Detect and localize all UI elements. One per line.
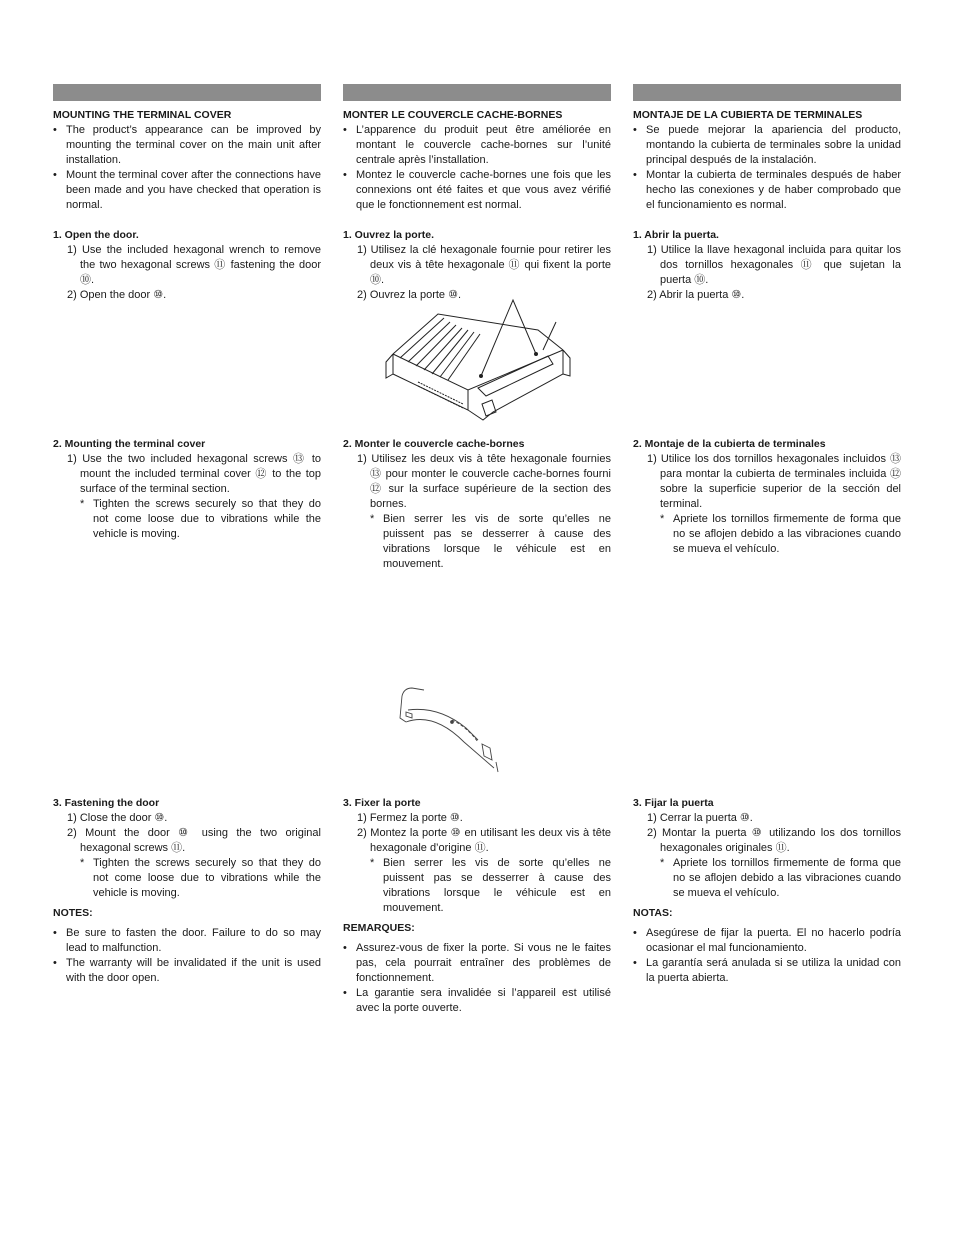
- header-bar-spanish: [633, 84, 901, 101]
- step-1-heading: 1. Open the door.: [53, 229, 139, 241]
- section-title: MONTAJE DE LA CUBIERTA DE TERMINALES: [633, 109, 863, 121]
- step-3-sub-2: 2) Mount the door ⑩ using the two original hexagonal screws ⑪.: [67, 827, 321, 854]
- terminal-cover-illustration: [394, 682, 504, 777]
- step-3-heading: 3. Fijar la puerta: [633, 797, 714, 809]
- step-1-sub-1: 1) Utilice la llave hexagonal incluida para quitar los dos tornillos hexagonales ⑪ que sujetan la puerta ⑩.: [647, 244, 901, 286]
- step-3-heading: 3. Fixer la porte: [343, 797, 421, 809]
- intro-item: • Montez le couvercle cache-bornes une fois que les connexions ont été faites et que vous avez vérifié que le fonctionnement est normal.: [343, 168, 611, 213]
- asterisk: *: [370, 513, 375, 525]
- note-item: • La garantie sera invalidée si l’appareil est utilisé avec la porte ouverte.: [343, 986, 611, 1016]
- asterisk: *: [660, 857, 665, 869]
- intro-item: • The product’s appearance can be improved by mounting the terminal cover on the main unit after installation.: [53, 123, 321, 168]
- asterisk: *: [370, 857, 375, 869]
- intro-item: • Mount the terminal cover after the connections have been made and you have checked that operation is normal.: [53, 168, 321, 213]
- note-item: • La garantía será anulada si se utiliza la unidad con la puerta abierta.: [633, 956, 901, 986]
- step-3-sub-1: 1) Close the door ⑩.: [67, 812, 168, 824]
- notes-heading: REMARQUES:: [343, 922, 415, 934]
- note-item: • Assurez-vous de fixer la porte. Si vous ne le faites pas, cela pourrait entraîner des problèmes de fonctionnement.: [343, 941, 611, 986]
- amplifier-illustration: [378, 292, 578, 432]
- english-section-1: [53, 108, 321, 303]
- asterisk: *: [80, 857, 85, 869]
- asterisk: *: [80, 498, 85, 510]
- notes-list: [53, 926, 321, 986]
- step-3-note: [633, 856, 901, 901]
- spanish-section-3: [633, 796, 901, 986]
- step-2-heading: 2. Montaje de la cubierta de terminales: [633, 438, 826, 450]
- spanish-section-1: [633, 108, 901, 303]
- step-2-heading: 2. Monter le couvercle cache-bornes: [343, 438, 525, 450]
- note-item: • Asegúrese de fijar la puerta. El no hacerlo podría ocasionar el mal funcionamiento.: [633, 926, 901, 956]
- intro-list: [633, 123, 901, 213]
- header-bar-french: [343, 84, 611, 101]
- note-text: Bien serrer les vis de sorte qu’elles ne puissent pas se desserrer à cause des vibrations lorsque le véhicule est en mouvement.: [383, 857, 611, 914]
- note-text: Tighten the screws securely so that they do not come loose due to vibrations while the vehicle is moving.: [93, 498, 321, 540]
- asterisk: *: [660, 513, 665, 525]
- step-1-sub-2: 2) Abrir la puerta ⑩.: [647, 289, 745, 301]
- step-2-note: [53, 497, 321, 542]
- step-3-heading: 3. Fastening the door: [53, 797, 160, 809]
- step-2-heading: 2. Mounting the terminal cover: [53, 438, 206, 450]
- note-item: • The warranty will be invalidated if the unit is used with the door open.: [53, 956, 321, 986]
- step-1-sub-2: 2) Ouvrez la porte ⑩.: [357, 289, 462, 301]
- notes-list: [343, 941, 611, 1016]
- step-2-sub-1: 1) Utilice los dos tornillos hexagonales incluidos ⑬ para montar la cubierta de terminales incluida ⑫ sobre la superficie superior de la sección del terminal.: [647, 453, 901, 510]
- step-1-sub-1: 1) Utilisez la clé hexagonale fournie pour retirer les deux vis à tête hexagonale ⑪ qui fixent la porte ⑩.: [357, 244, 611, 286]
- intro-list: [343, 123, 611, 213]
- intro-list: [53, 123, 321, 213]
- notes-heading: NOTAS:: [633, 907, 673, 919]
- note-text: Tighten the screws securely so that they do not come loose due to vibrations while the vehicle is moving.: [93, 857, 321, 899]
- step-3-note: [343, 856, 611, 916]
- step-1-heading: 1. Abrir la puerta.: [633, 229, 719, 241]
- french-section-1: [343, 108, 611, 303]
- step-1-sub-2: 2) Open the door ⑩.: [67, 289, 167, 301]
- step-3-note: [53, 856, 321, 901]
- note-text: Apriete los tornillos firmemente de forma que no se aflojen debido a las vibraciones cuando se mueva el vehículo.: [673, 857, 901, 899]
- section-title: MONTER LE COUVERCLE CACHE-BORNES: [343, 109, 563, 121]
- step-2-sub-1: 1) Use the two included hexagonal screws ⑬ to mount the included terminal cover ⑫ to the top surface of the terminal section.: [67, 453, 321, 495]
- section-title: MOUNTING THE TERMINAL COVER: [53, 109, 232, 121]
- step-2-sub-1: 1) Utilisez les deux vis à tête hexagonale fournies ⑬ pour monter le couvercle cache-bornes fourni ⑫ sur la surface supérieure de la section des bornes.: [357, 453, 611, 510]
- step-1-heading: 1. Ouvrez la porte.: [343, 229, 435, 241]
- notes-heading: NOTES:: [53, 907, 93, 919]
- step-3-sub-1: 1) Cerrar la puerta ⑩.: [647, 812, 753, 824]
- french-section-3: [343, 796, 611, 1016]
- english-section-2: [53, 437, 321, 542]
- english-section-3: [53, 796, 321, 986]
- header-bar-english: [53, 84, 321, 101]
- step-2-note: [633, 512, 901, 557]
- intro-item: • Se puede mejorar la apariencia del producto, montando la cubierta de terminales sobre la unidad principal después de la instalación.: [633, 123, 901, 168]
- step-1-sub-1: 1) Use the included hexagonal wrench to remove the two hexagonal screws ⑪ fastening the door ⑩.: [67, 244, 321, 286]
- intro-item: • L’apparence du produit peut être améliorée en montant le couvercle cache-bornes sur l’unité centrale après l’installation.: [343, 123, 611, 168]
- note-item: • Be sure to fasten the door. Failure to do so may lead to malfunction.: [53, 926, 321, 956]
- notes-list: [633, 926, 901, 986]
- step-3-sub-1: 1) Fermez la porte ⑩.: [357, 812, 463, 824]
- note-text: Bien serrer les vis de sorte qu’elles ne puissent pas se desserrer à cause des vibrations lorsque le véhicule est en mouvement.: [383, 513, 611, 570]
- intro-item: • Montar la cubierta de terminales después de haber hecho las conexiones y de haber comprobado que el funcionamiento es normal.: [633, 168, 901, 213]
- spanish-section-2: [633, 437, 901, 557]
- note-text: Apriete los tornillos firmemente de forma que no se aflojen debido a las vibraciones cuando se mueva el vehículo.: [673, 513, 901, 555]
- french-section-2: [343, 437, 611, 572]
- step-3-sub-2: 2) Montez la porte ⑩ en utilisant les deux vis à tête hexagonale d’origine ⑪.: [357, 827, 611, 854]
- step-2-note: [343, 512, 611, 572]
- step-3-sub-2: 2) Montar la puerta ⑩ utilizando los dos tornillos hexagonales originales ⑪.: [647, 827, 901, 854]
